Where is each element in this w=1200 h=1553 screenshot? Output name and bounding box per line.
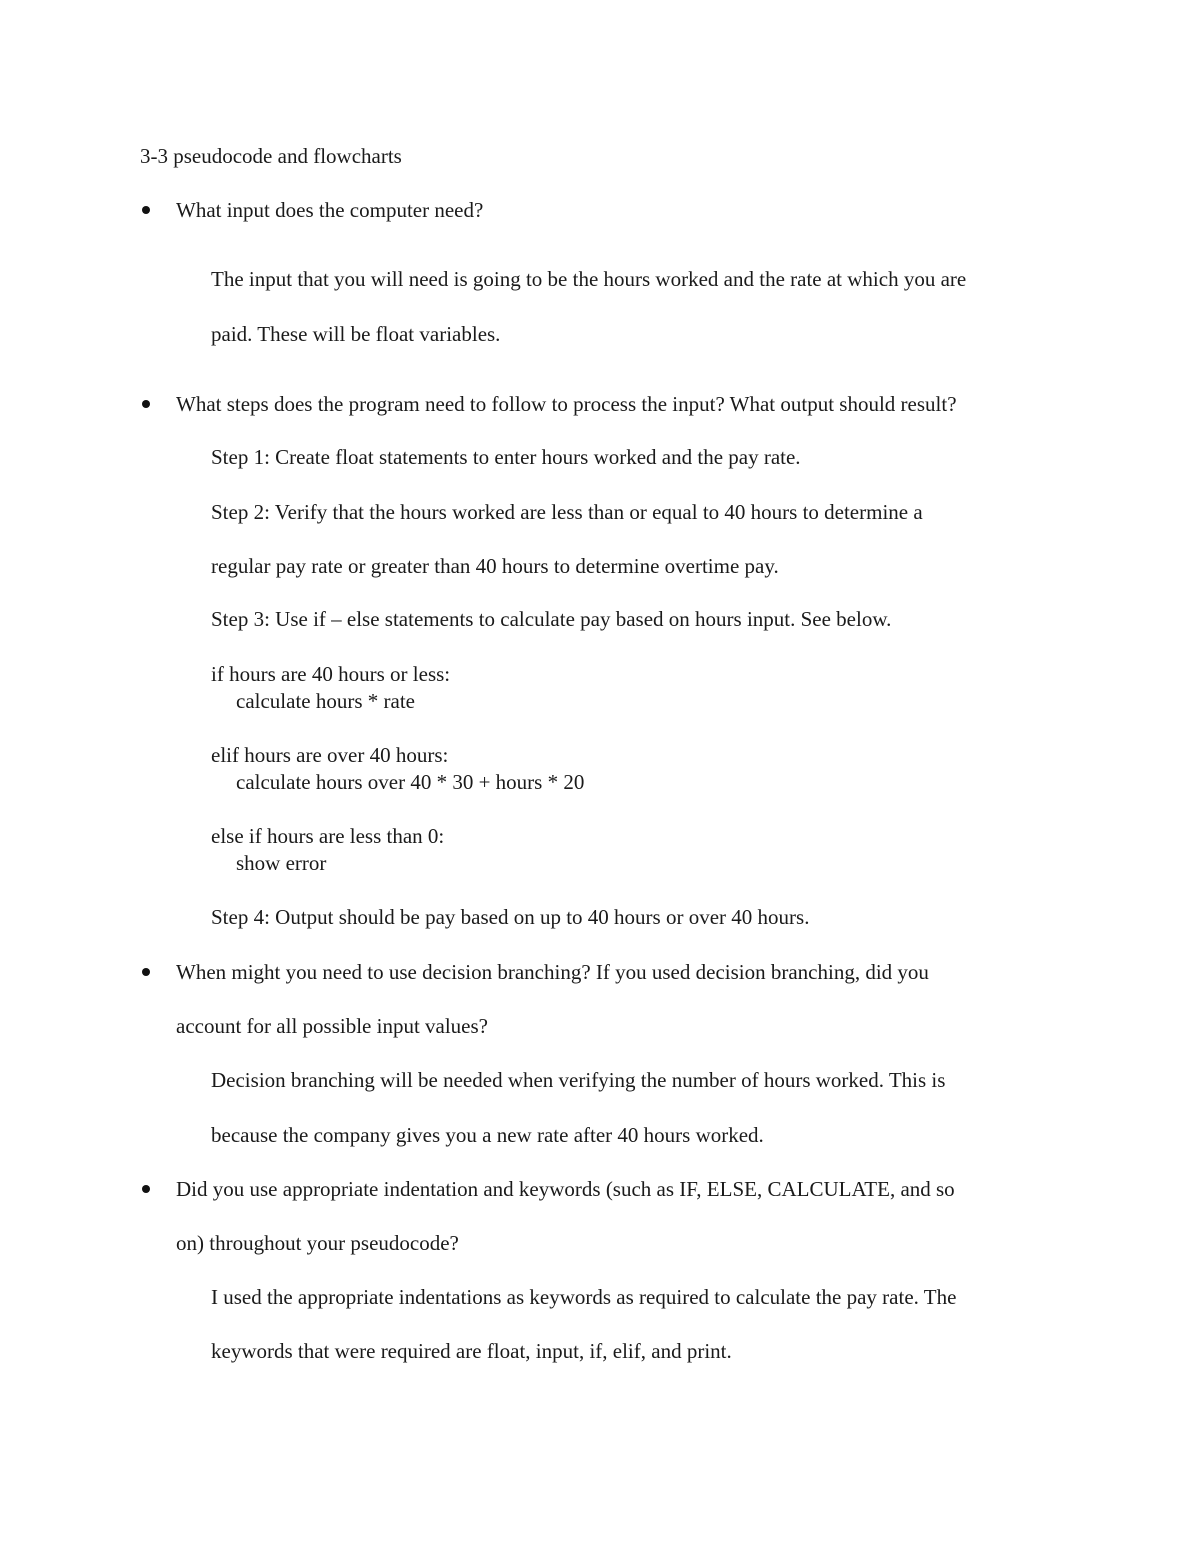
- code-line-elif-body: calculate hours over 40 * 30 + hours * 20: [236, 770, 585, 794]
- code-line-elif: elif hours are over 40 hours:: [211, 743, 449, 767]
- question-1: What input does the computer need?: [176, 198, 484, 222]
- question-4-line-1: Did you use appropriate indentation and keywords (such as IF, ELSE, CALCULATE, and so: [176, 1177, 955, 1201]
- code-line-if: if hours are 40 hours or less:: [211, 662, 451, 686]
- question-3-line-1: When might you need to use decision branching? If you used decision branching, did you: [176, 960, 929, 984]
- code-line-else: else if hours are less than 0:: [211, 824, 445, 848]
- step-1: Step 1: Create float statements to enter hours worked and the pay rate.: [211, 445, 801, 469]
- question-2: What steps does the program need to follow to process the input? What output should result?: [176, 392, 957, 416]
- step-4: Step 4: Output should be pay based on up to 40 hours or over 40 hours.: [211, 905, 810, 929]
- bullet-icon: [142, 206, 150, 214]
- bullet-icon: [142, 968, 150, 976]
- step-2-line-2: regular pay rate or greater than 40 hours to determine overtime pay.: [211, 554, 779, 578]
- step-2-line-1: Step 2: Verify that the hours worked are less than or equal to 40 hours to determine a: [211, 500, 923, 524]
- answer-4-line-2: keywords that were required are float, input, if, elif, and print.: [211, 1339, 732, 1363]
- step-3: Step 3: Use if – else statements to calculate pay based on hours input. See below.: [211, 607, 892, 631]
- code-line-else-body: show error: [236, 851, 327, 875]
- code-line-if-body: calculate hours * rate: [236, 689, 415, 713]
- answer-3-line-1: Decision branching will be needed when verifying the number of hours worked. This is: [211, 1068, 946, 1092]
- question-3-line-2: account for all possible input values?: [176, 1014, 488, 1038]
- bullet-icon: [142, 400, 150, 408]
- question-4-line-2: on) throughout your pseudocode?: [176, 1231, 459, 1255]
- answer-1-line-2: paid. These will be float variables.: [211, 322, 501, 346]
- answer-4-line-1: I used the appropriate indentations as keywords as required to calculate the pay rate. The: [211, 1285, 957, 1309]
- answer-1-line-1: The input that you will need is going to be the hours worked and the rate at which you are: [211, 267, 967, 291]
- answer-3-line-2: because the company gives you a new rate after 40 hours worked.: [211, 1123, 764, 1147]
- bullet-icon: [142, 1185, 150, 1193]
- document-title: 3-3 pseudocode and flowcharts: [140, 144, 402, 168]
